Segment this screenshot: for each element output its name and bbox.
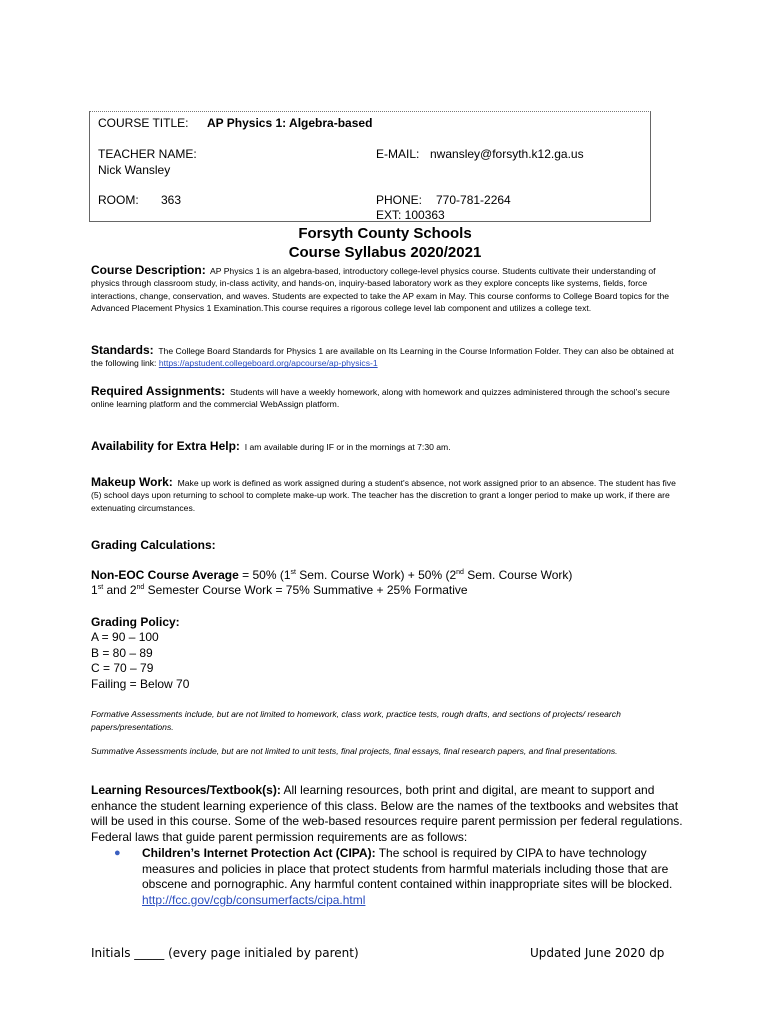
standards-text: The College Board Standards for Physics 1 are available on Its Learning in the Course Information Folder. They can also be obtained at the following link:: [91, 346, 674, 369]
standards-link[interactable]: https://apstudent.collegeboard.org/apcourse/ap-physics-1: [158, 358, 378, 369]
grade-line-failing: Failing = Below 70: [91, 676, 190, 691]
avg-sup-1: st: [290, 569, 296, 576]
weights-text-3: Semester Course Work = 75% Summative + 25% Formative: [144, 583, 468, 597]
grade-line-c: C = 70 – 79: [91, 661, 154, 675]
school-title: Forsyth County Schools: [298, 225, 472, 242]
teacher-name: Nick Wansley: [98, 163, 171, 177]
teacher-label: TEACHER NAME:: [98, 147, 197, 161]
phone-value: 770-781-2264: [436, 193, 511, 207]
footer-updated: Updated June 2020 dp: [530, 946, 665, 960]
standards-heading: Standards:: [91, 343, 154, 357]
course-average-line: [91, 568, 691, 584]
weights-sup-1: st: [97, 584, 104, 591]
learning-resources-heading: Learning Resources/Textbook(s):: [91, 783, 281, 797]
phone-label: PHONE:: [376, 193, 423, 207]
required-assignments-text: Students will have a weekly homework, along with homework and quizzes administered through the school’s secure online learning platform and the commercial WebAssign platform.: [91, 387, 670, 410]
cipa-text: The school is required by CIPA to have technology measures and policies in place that protect students from harmful materials including those that are obscene and pornographic. Any harmful content contained within inappropriate sites will be blocked.: [142, 846, 673, 892]
grade-line-b: B = 80 – 89: [91, 645, 153, 660]
weights-text-1: 1: [91, 583, 98, 597]
course-title-label: COURSE TITLE:: [98, 116, 189, 130]
avg-sup-2: nd: [456, 569, 464, 576]
summative-note: Summative Assessments include, but are not limited to unit tests, final projects, final essays, final research papers, and final presentations.: [91, 746, 618, 756]
room-value: 363: [161, 193, 182, 207]
course-description-heading: Course Description:: [91, 263, 206, 277]
course-average-label: Non-EOC Course Average: [91, 568, 239, 582]
syllabus-title: Course Syllabus 2020/2021: [288, 244, 482, 261]
cipa-link[interactable]: http://fcc.gov/cgb/consumerfacts/cipa.html: [142, 892, 366, 907]
avg-text-1: = 50% (1: [238, 568, 291, 582]
grading-calc-heading: Grading Calculations:: [91, 538, 216, 552]
weights-text-2: and 2: [103, 583, 137, 597]
extra-help: [91, 440, 681, 453]
learning-resources-text: All learning resources, both print and digital, are meant to support and enhance the student learning experience of this class. Below are the names of the textbooks and websites that will be used in this course. Some of the web-based resources require parent permission per federal regulations. Federal laws that guide parent permission requirements are as follows:: [91, 783, 683, 844]
extra-help-heading: Availability for Extra Help:: [91, 439, 240, 453]
footer-initials: Initials _____ (every page initialed by parent): [91, 946, 359, 960]
phone-ext: EXT: 100363: [376, 208, 445, 222]
course-description: [91, 264, 681, 314]
required-assignments: [91, 385, 681, 411]
bullet-icon: ●: [114, 847, 121, 859]
room-label: ROOM:: [98, 193, 139, 207]
course-title: AP Physics 1: Algebra-based: [207, 116, 373, 130]
course-description-text: AP Physics 1 is an algebra-based, introductory college-level physics course. Students cultivate their understanding of physics through classroom study, in-class activity, and hands-on, inquiry-based laboratory work as they explore concepts like systems, fields, force interactions, change, conservation, and waves. Students are expected to take the AP exam in May. This course conforms to College Board topics for the Advanced Placement Physics 1 Examination.This course requires a rigorous college level lab component and utilizes a college text.: [91, 266, 670, 313]
avg-text-3: Sem. Course Work): [463, 568, 573, 582]
email-value: nwansley@forsyth.k12.ga.us: [430, 147, 584, 161]
makeup-work: [91, 476, 681, 514]
required-assignments-heading: Required Assignments:: [91, 384, 226, 398]
grade-line-a: A = 90 – 100: [91, 630, 159, 644]
makeup-text: Make up work is defined as work assigned during a student's absence, not work assigned prior to an absence. The student has five (5) school days upon returning to school to complete make-up work. The teacher has the discretion to grant a longer period to make up work, if there are extenuating circumstances.: [91, 478, 676, 513]
cipa-heading: Children’s Internet Protection Act (CIPA):: [142, 846, 376, 860]
learning-resources: [91, 783, 691, 845]
formative-note: Formative Assessments include, but are not limited to homework, class work, practice tests, rough drafts, and sections of projects/ research papers/presentations.: [91, 709, 621, 732]
extra-help-text: I am available during IF or in the mornings at 7:30 am.: [244, 442, 451, 452]
grading-policy-heading: Grading Policy:: [91, 615, 180, 629]
standards: [91, 344, 681, 370]
cipa-item: [142, 846, 687, 908]
makeup-heading: Makeup Work:: [91, 475, 173, 489]
course-info-box: [89, 111, 651, 222]
avg-text-2: Sem. Course Work) + 50% (2: [295, 568, 457, 582]
email-label: E-MAIL:: [376, 147, 420, 161]
weights-sup-2: nd: [136, 584, 145, 591]
semester-weights-line: [91, 583, 691, 599]
